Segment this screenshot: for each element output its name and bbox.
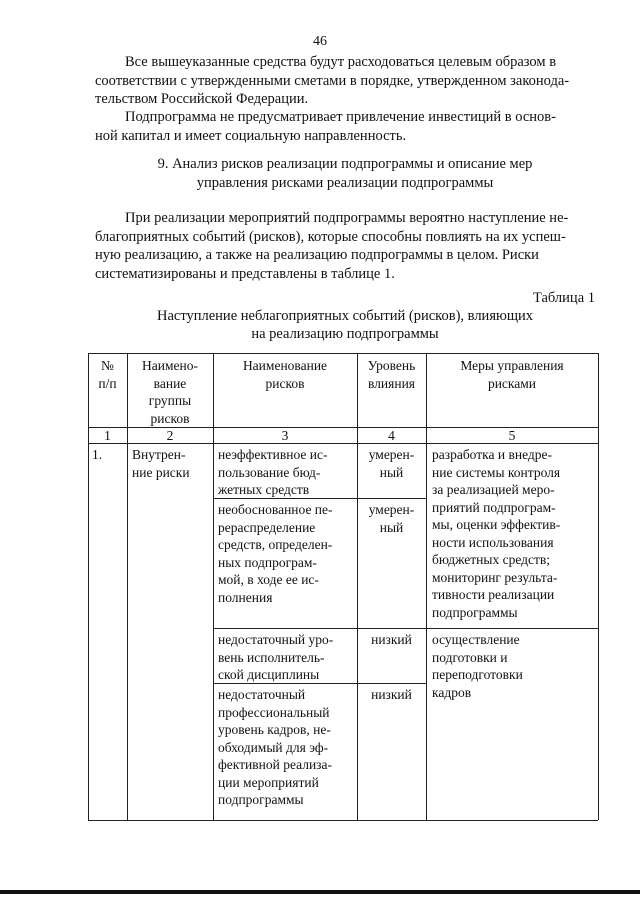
table-border — [598, 353, 599, 820]
table-border — [213, 628, 598, 629]
impact-level: низкий — [371, 632, 412, 647]
row-number: 1. — [92, 447, 103, 462]
table-border — [426, 353, 427, 820]
column-number: 2 — [166, 428, 174, 443]
table-border — [88, 353, 89, 820]
text-line: соответствии с утвержденными сметами в порядке, утвержденном законода- — [95, 72, 570, 89]
text-line: ную реализацию, а также на реализацию подпрограммы в целом. Риски — [95, 247, 539, 263]
text-line: тельством Российской Федерации. — [95, 91, 309, 107]
column-number: 5 — [508, 428, 516, 443]
paragraph-intro — [95, 209, 595, 283]
table-border — [357, 353, 358, 820]
risk-table — [88, 353, 598, 820]
impact-level: умерен- ный — [368, 447, 415, 480]
risk-name: недостаточный уро- вень исполнитель- ской дисциплины — [218, 632, 334, 682]
column-number: 1 — [104, 428, 111, 443]
impact-level: умерен- ный — [368, 502, 415, 535]
heading-line: 9. Анализ рисков реализации подпрограммы и описание мер — [157, 156, 533, 172]
table-border — [88, 353, 598, 354]
text-line: систематизированы и представлены в таблице 1. — [95, 265, 395, 282]
column-number: 3 — [281, 428, 289, 443]
page-bottom-rule — [0, 890, 640, 894]
text-line: Подпрограмма не предусматривает привлечение инвестиций в основ- — [125, 109, 556, 125]
impact-level: низкий — [371, 687, 412, 702]
header-risk-name: Наименование рисков — [242, 358, 328, 391]
caption-line: на реализацию подпрограммы — [251, 326, 439, 342]
table-caption — [95, 307, 595, 343]
risk-name: неэффективное ис- пользование бюд- жетных средств — [218, 447, 328, 497]
header-measures: Меры управления рисками — [460, 358, 564, 391]
table-label: Таблица 1 — [532, 290, 595, 306]
column-number: 4 — [388, 428, 395, 443]
risk-name: необоснованное пе- рераспределение средств, определен- ных подпрограм- мой, в ходе ее ис- полнения — [218, 502, 333, 605]
risk-name: недостаточный профессиональный уровень кадров, не- обходимый для эф- фективной реализа- ции мероприятий подпрограммы — [218, 687, 332, 807]
heading-line: управления рисками реализации подпрограммы — [196, 174, 494, 191]
text-line: ной капитал и имеет социальную направленность. — [95, 127, 407, 144]
text-line: При реализации мероприятий подпрограммы вероятно наступление не- — [125, 210, 569, 226]
section-heading — [95, 155, 595, 192]
risk-measures: осуществление подготовки и переподготовки кадров — [432, 632, 523, 700]
risk-group: Внутрен- ние риски — [132, 447, 190, 480]
table-border — [213, 353, 214, 820]
risk-measures: разработка и внедре- ние системы контроля за реализацией меро- приятий подпрограм- мы, оценки эффектив- ности использования бюджетных средств; мониторинг результа- тивности реализации подпрограммы — [432, 447, 561, 620]
text-line: благоприятных событий (рисков), которые способны повлиять на их успеш- — [95, 228, 566, 245]
text-line: Все вышеуказанные средства будут расходоваться целевым образом в — [125, 54, 557, 70]
paragraph-investments — [95, 108, 595, 145]
page-number: 46 — [313, 34, 327, 49]
table-border — [88, 820, 598, 821]
header-impact-level: Уровень влияния — [367, 358, 416, 391]
paragraph-funding — [95, 53, 595, 109]
header-group: Наимено- вание группы рисков — [142, 358, 198, 426]
header-number: № п/п — [98, 358, 117, 391]
caption-line: Наступление неблагоприятных событий (рисков), влияющих — [157, 308, 533, 324]
